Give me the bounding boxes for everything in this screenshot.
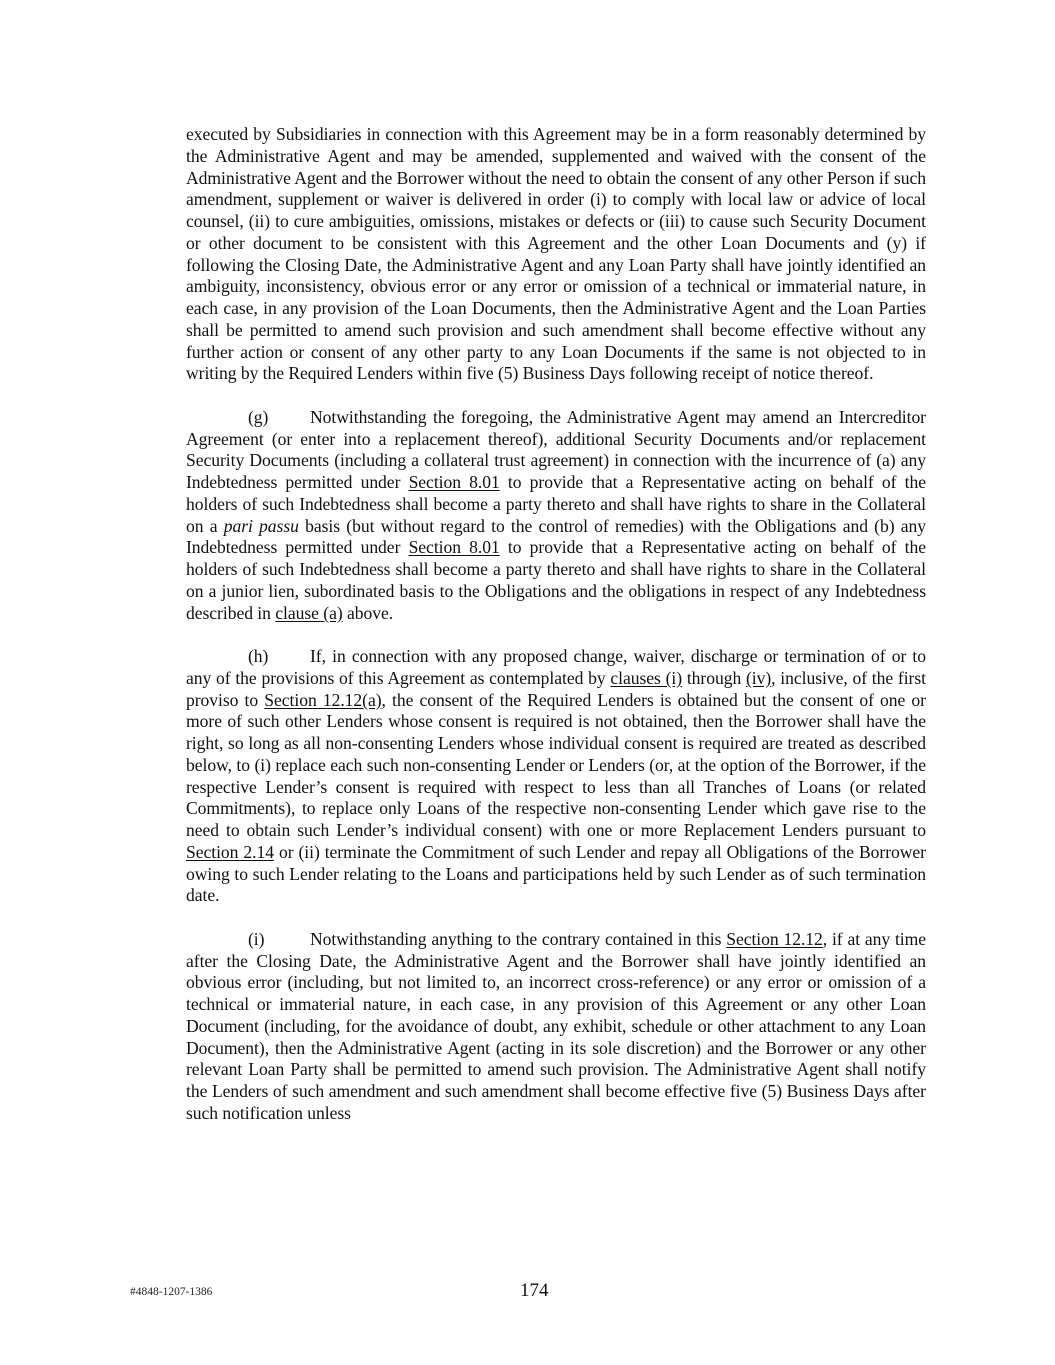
paragraph-text: , inclusive, of the first proviso to xyxy=(186,667,926,710)
paragraph-g xyxy=(186,407,926,625)
footer-document-id: #4848-1207-1386 xyxy=(130,1286,213,1298)
paragraph-text: above. xyxy=(342,602,394,623)
italic-term: pari passu xyxy=(223,515,299,536)
paragraph-text: Notwithstanding the foregoing, the Administrative Agent may amend an Intercreditor Agreement (or enter into a replacement thereof), additional Security Documents and/or replacement Security Documents (including a collateral trust agreement) in connection with the incurrence of (a) any Indebtedness permitted under xyxy=(186,406,926,492)
paragraph-i xyxy=(186,929,926,1125)
paragraph-label: (h) xyxy=(248,646,269,666)
paragraph-text: If, in connection with any proposed change, waiver, discharge or termination of or to any of the provisions of this Agreement as contemplated by xyxy=(186,646,926,688)
paragraph-text: Notwithstanding anything to the contrary contained in this xyxy=(310,928,727,949)
footer-page-number: 174 xyxy=(520,1280,549,1301)
clause-reference: (iv) xyxy=(745,667,772,688)
document-body xyxy=(186,124,926,1125)
section-reference: Section 8.01 xyxy=(408,537,500,558)
paragraph-continuation xyxy=(186,124,926,385)
paragraph-text: through xyxy=(682,667,746,688)
paragraph-text: , the consent of the Required Lenders is obtained but the consent of one or more of such other Lenders whose consent is required is not obtained, then the Borrower shall have the right, so long as all non-consenting Lenders whose individual consent is required are treated as described below, to (i) replace each such non-consenting Lender or Lenders (or, at the option of the Borrower, if the respective Lender’s consent is required with respect to less than all Tranches of Loans (or related Commitments), to replace only Loans of the respective non-consenting Lender which gave rise to the need to obtain such Lender’s individual consent) with one or more Replacement Lenders pursuant to xyxy=(186,689,926,840)
paragraph-text: to provide that a Representative acting on behalf of the holders of such Indebtedness shall become a party thereto and shall have rights to share in the Collateral on a junior lien, subordinated basis to the Obligations and the obligations in respect of any Indebtedness described in xyxy=(186,537,926,623)
paragraph-text: to provide that a Representative acting on behalf of the holders of such Indebtedness shall become a party thereto and shall have rights to share in the Collateral on a xyxy=(186,472,926,536)
section-reference: Section 12.12(a) xyxy=(264,689,382,710)
clause-reference: clause (a) xyxy=(275,602,343,623)
paragraph-h xyxy=(186,646,926,907)
paragraph-text: executed by Subsidiaries in connection with this Agreement may be in a form reasonably determined by the Administrative Agent and may be amended, supplemented and waived with the consent of the Administrative Agent and the Borrower without the need to obtain the consent of any other Person if such amendment, supplement or waiver is delivered in order (i) to comply with local law or advice of local counsel, (ii) to cure ambiguities, omissions, mistakes or defects or (iii) to cause such Security Document or other document to be consistent with this Agreement and the other Loan Documents and (y) if following the Closing Date, the Administrative Agent and any Loan Party shall have jointly identified an ambiguity, inconsistency, obvious error or any error or omission of a technical or immaterial nature, in each case, in any provision of the Loan Documents, then the Administrative Agent and the Loan Parties shall be permitted to amend such provision and such amendment shall become effective without any further action or consent of any other party to any Loan Documents if the same is not objected to in writing by the Required Lenders within five (5) Business Days following receipt of notice thereof. xyxy=(186,124,926,384)
section-reference: Section 12.12 xyxy=(726,928,823,949)
paragraph-text: , if at any time after the Closing Date, the Administrative Agent and the Borrower shall have jointly identified an obvious error (including, but not limited to, an incorrect cross-reference) or any error or omission of a technical or immaterial nature, in each case, in any provision of this Agreement or any other Loan Document (including, for the avoidance of doubt, any exhibit, schedule or other attachment to any Loan Document), then the Administrative Agent (acting in its sole discretion) and the Borrower or any other relevant Loan Party shall be permitted to amend such provision. The Administrative Agent shall notify the Lenders of such amendment and such amendment shall become effective five (5) Business Days after such notification unless xyxy=(186,928,927,1123)
paragraph-label: (g) xyxy=(248,406,269,427)
paragraph-label: (i) xyxy=(248,928,265,949)
clause-reference: clauses (i) xyxy=(610,667,683,688)
paragraph-text: basis (but without regard to the control of remedies) with the Obligations and (b) any Indebtedness permitted under xyxy=(186,515,927,558)
section-reference: Section 8.01 xyxy=(408,472,500,492)
paragraph-text: or (ii) terminate the Commitment of such Lender and repay all Obligations of the Borrower owing to such Lender relating to the Loans and participations held by such Lender as of such termination date. xyxy=(186,841,926,906)
section-reference: Section 2.14 xyxy=(186,841,274,862)
